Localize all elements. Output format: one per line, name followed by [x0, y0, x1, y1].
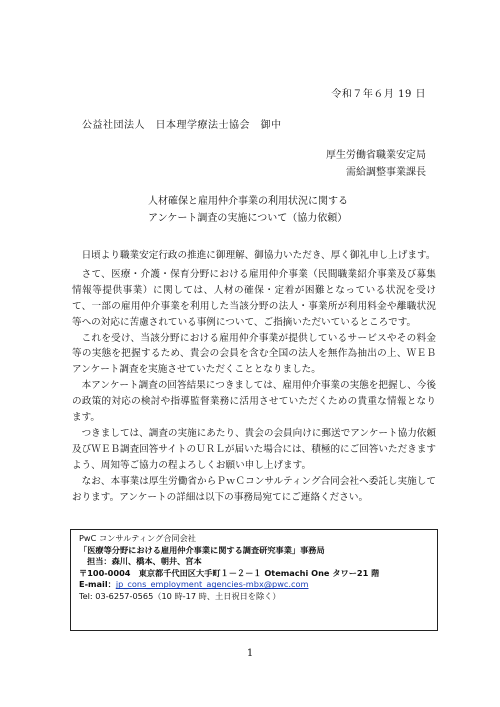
body-paragraph: これを受け、当該分野における雇用仲介事業が提供しているサービスやその料金等の実態を把握するため、貴会の会員を含む全国の法人を無作為抽出の上、ＷＥＢアンケート調査を実施させていただくこととなりました。 — [72, 332, 436, 376]
document-date: 令和７年６月 19 日 — [331, 89, 426, 100]
body-paragraph: 本アンケート調査の回答結果につきましては、雇用仲介事業の実態を把握し、今後の政策的対応の検討や指導監督業務に活用させていただくための貴重な情報となります。 — [72, 380, 436, 424]
body-paragraph: さて、医療・介護・保育分野における雇用仲介事業（民間職業紹介事業及び募集情報等提供事業）に関しては、人材の確保・定着が困難となっている状況を受けて、一部の雇用仲介事業を利用した当該分野の法人・事業所が利用料金や離職状況等への対応に苦慮されている事例について、ご指摘いただいているところです。 — [72, 268, 436, 328]
contact-email-link[interactable]: jp_cons_employment_agencies-mbx@pwc.com — [115, 579, 309, 590]
sender-title: 需給調整事業課長 — [346, 167, 426, 178]
contact-email-label: E-mail： — [79, 579, 116, 590]
contact-tel: Tel: 03-6257-0565（10 時-17 時、土日祝日を除く） — [79, 590, 281, 601]
subject-title — [148, 193, 348, 227]
contact-address: 〒100-0004 東京都千代田区大手町１－２－１ Otemachi One タワー21 階 — [79, 567, 380, 578]
body-paragraph: 日頃より職業安定行政の推進に御理解、御協力いただき、厚く御礼申し上げます。 — [81, 250, 436, 261]
subject-line-1: 人材確保と雇用仲介事業の利用状況に関する — [148, 196, 348, 207]
subject-line-2: アンケート調査の実施について（協力依頼） — [148, 213, 348, 224]
contact-project: 「医療等分野における雇用仲介事業に関する調査研究事業」事務局 — [79, 544, 325, 555]
contact-email-row — [79, 579, 429, 591]
sender-organization: 厚生労働省職業安定局 — [326, 150, 426, 161]
page-number: 1 — [246, 648, 254, 659]
letter-body — [72, 248, 436, 506]
contact-staff: 担当：森川、橋本、朝井、宮本 — [87, 556, 202, 567]
addressee: 公益社団法人 日本理学療法士協会 御中 — [82, 120, 282, 131]
body-paragraph: つきましては、調査の実施にあたり、貴会の会員向けに郵送でアンケート協力依頼及びＷＥＢ調査回答サイトのＵＲＬが届いた場合には、積極的にご回答いただきますよう、周知等ご協力の程よろしくお願い申し上げます。 — [72, 427, 436, 471]
sender-block — [326, 147, 426, 181]
contact-box — [70, 529, 438, 631]
contact-company: PwC コンサルティング合同会社 — [79, 533, 196, 543]
body-paragraph: なお、本事業は厚生労働省からＰｗＣコンサルティング合同会社へ委託し実施しております。アンケートの詳細は以下の事務局宛てにご連絡ください。 — [72, 475, 436, 503]
